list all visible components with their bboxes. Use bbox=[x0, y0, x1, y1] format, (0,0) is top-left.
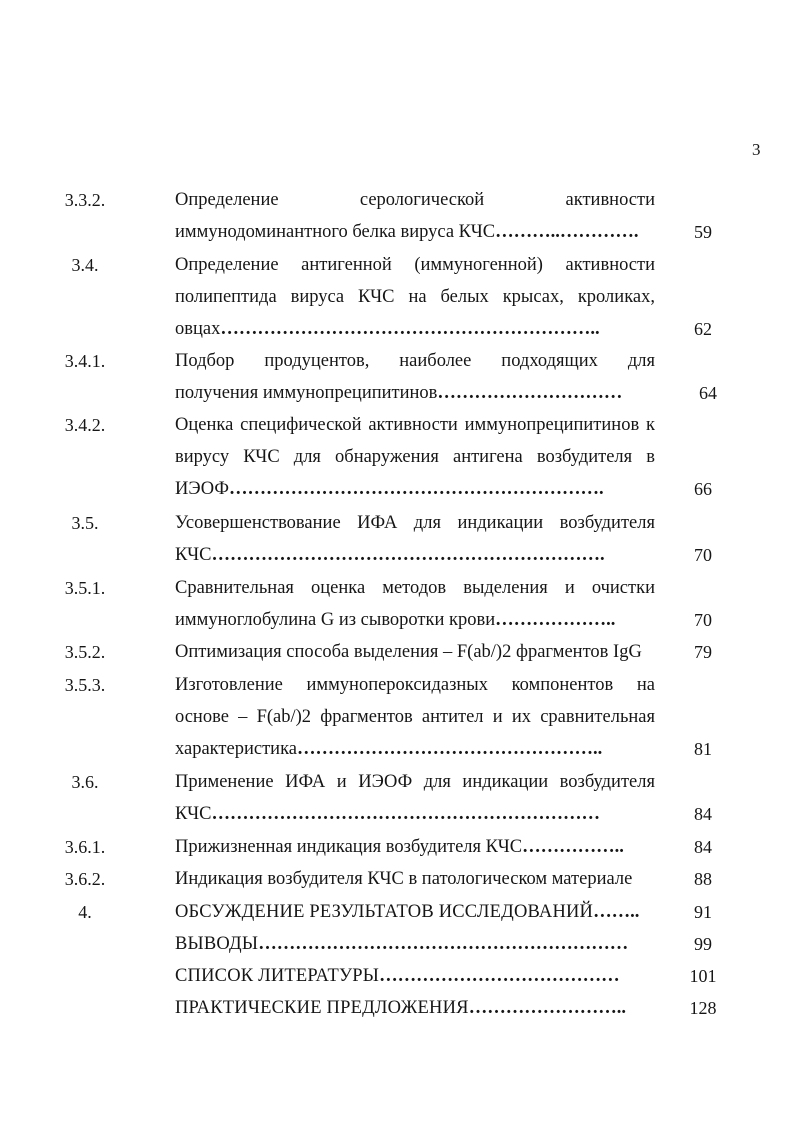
title-line: иммуноглобулина G из сыворотки крови……………….. bbox=[175, 610, 616, 630]
leader-dots: …………………………………………………….. bbox=[220, 319, 600, 339]
title-line: ВЫВОДЫ…………………………………………………… bbox=[175, 934, 629, 954]
title-line: Определение серологической активности bbox=[175, 190, 655, 210]
title-line: основе – F(ab/)2 фрагментов антител и их сравнительная bbox=[175, 707, 655, 727]
page-ref: 84 bbox=[694, 804, 712, 824]
section-title bbox=[175, 249, 655, 345]
section-number: 3.6.2. bbox=[64, 869, 106, 889]
page-number: 3 bbox=[752, 140, 761, 159]
page-ref: 81 bbox=[694, 739, 712, 759]
title-line: ПРАКТИЧЕСКИЕ ПРЕДЛОЖЕНИЯ…………………….. bbox=[175, 998, 626, 1018]
page-ref: 70 bbox=[694, 545, 712, 565]
title-line: ОБСУЖДЕНИЕ РЕЗУЛЬТАТОВ ИССЛЕДОВАНИЙ…….. bbox=[175, 902, 640, 922]
title-line: Определение антигенной (иммуногенной) активности bbox=[175, 255, 655, 275]
page-ref: 70 bbox=[694, 610, 712, 630]
title-line: Применение ИФА и ИЭОФ для индикации возбудителя bbox=[175, 772, 655, 792]
page-ref: 79 bbox=[694, 642, 712, 662]
section-number: 3.4.1. bbox=[64, 351, 106, 371]
section-number: 4. bbox=[78, 902, 92, 922]
section-title bbox=[175, 992, 655, 1024]
section-number: 3.5.1. bbox=[64, 578, 106, 598]
title-line: КЧС………………………………………………………. bbox=[175, 545, 605, 565]
section-number: 3.5. bbox=[71, 513, 99, 533]
page-ref: 91 bbox=[694, 902, 712, 922]
title-line: ИЭОФ……………………………………………………. bbox=[175, 479, 604, 499]
title-line: Оценка специфической активности иммунопреципитинов к bbox=[175, 415, 655, 435]
title-line: СПИСОК ЛИТЕРАТУРЫ………………………………… bbox=[175, 966, 620, 986]
leader-dots: ………………………………………….. bbox=[296, 739, 603, 759]
title-line: Изготовление иммунопероксидазных компонентов на bbox=[175, 675, 655, 695]
page-ref: 101 bbox=[689, 966, 717, 986]
page-ref: 59 bbox=[694, 222, 712, 242]
leader-dots: ……………….. bbox=[495, 610, 616, 630]
section-number: 3.6.1. bbox=[64, 837, 106, 857]
title-line: Подбор продуцентов, наиболее подходящих для bbox=[175, 351, 655, 371]
title-line: овцах…………………………………………………….. bbox=[175, 319, 600, 339]
leader-dots: ………………………………………………………. bbox=[211, 545, 605, 565]
section-number: 3.5.2. bbox=[64, 642, 106, 662]
section-number: 3.4. bbox=[71, 255, 99, 275]
section-number: 3.4.2. bbox=[64, 415, 106, 435]
title-line: Оптимизация способа выделения – F(ab/)2 фрагментов IgG bbox=[175, 642, 642, 662]
page-ref: 99 bbox=[694, 934, 712, 954]
section-number: 3.3.2. bbox=[64, 190, 106, 210]
page-ref: 64 bbox=[699, 383, 717, 403]
title-line: иммунодоминантного белка вируса КЧС………..…………. bbox=[175, 222, 639, 242]
leader-dots: ………………………………… bbox=[379, 966, 620, 986]
section-title bbox=[175, 507, 655, 571]
title-line: вирусу КЧС для обнаружения антигена возбудителя в bbox=[175, 447, 655, 467]
page-ref: 88 bbox=[694, 869, 712, 889]
section-title bbox=[175, 184, 655, 248]
title-line: КЧС……………………………………………………… bbox=[175, 804, 600, 824]
title-line: полипептида вируса КЧС на белых крысах, кроликах, bbox=[175, 287, 655, 307]
title-line: характеристика………………………………………….. bbox=[175, 739, 603, 759]
title-line: Сравнительная оценка методов выделения и очистки bbox=[175, 578, 655, 598]
section-title bbox=[175, 896, 655, 928]
section-title bbox=[175, 766, 655, 830]
section-title bbox=[175, 863, 655, 895]
leader-dots: …………………………………………………… bbox=[258, 934, 629, 954]
leader-dots: ……………………………………………………. bbox=[229, 479, 604, 499]
section-title bbox=[175, 572, 655, 636]
leader-dots: ………..…………. bbox=[495, 222, 639, 242]
section-number: 3.5.3. bbox=[64, 675, 106, 695]
page-ref: 66 bbox=[694, 479, 712, 499]
section-title bbox=[175, 669, 655, 765]
leader-dots: …………….. bbox=[522, 837, 624, 857]
section-title bbox=[175, 831, 655, 863]
page-ref: 128 bbox=[689, 998, 717, 1018]
page-ref: 62 bbox=[694, 319, 712, 339]
leader-dots: ……………………………………………………… bbox=[211, 804, 600, 824]
section-title bbox=[175, 409, 655, 505]
title-line: Индикация возбудителя КЧС в патологическом материале bbox=[175, 869, 633, 889]
leader-dots: ………………………… bbox=[437, 383, 623, 403]
section-title bbox=[175, 960, 655, 992]
title-line: получения иммунопреципитинов………………………… bbox=[175, 383, 623, 403]
section-title bbox=[175, 928, 655, 960]
section-number: 3.6. bbox=[71, 772, 99, 792]
section-title bbox=[175, 345, 655, 409]
page-ref: 84 bbox=[694, 837, 712, 857]
title-line: Усовершенствование ИФА для индикации возбудителя bbox=[175, 513, 655, 533]
leader-dots: …………………….. bbox=[468, 998, 626, 1018]
title-line: Прижизненная индикация возбудителя КЧС…………….. bbox=[175, 837, 624, 857]
section-title bbox=[175, 636, 655, 668]
leader-dots: …….. bbox=[593, 902, 640, 922]
